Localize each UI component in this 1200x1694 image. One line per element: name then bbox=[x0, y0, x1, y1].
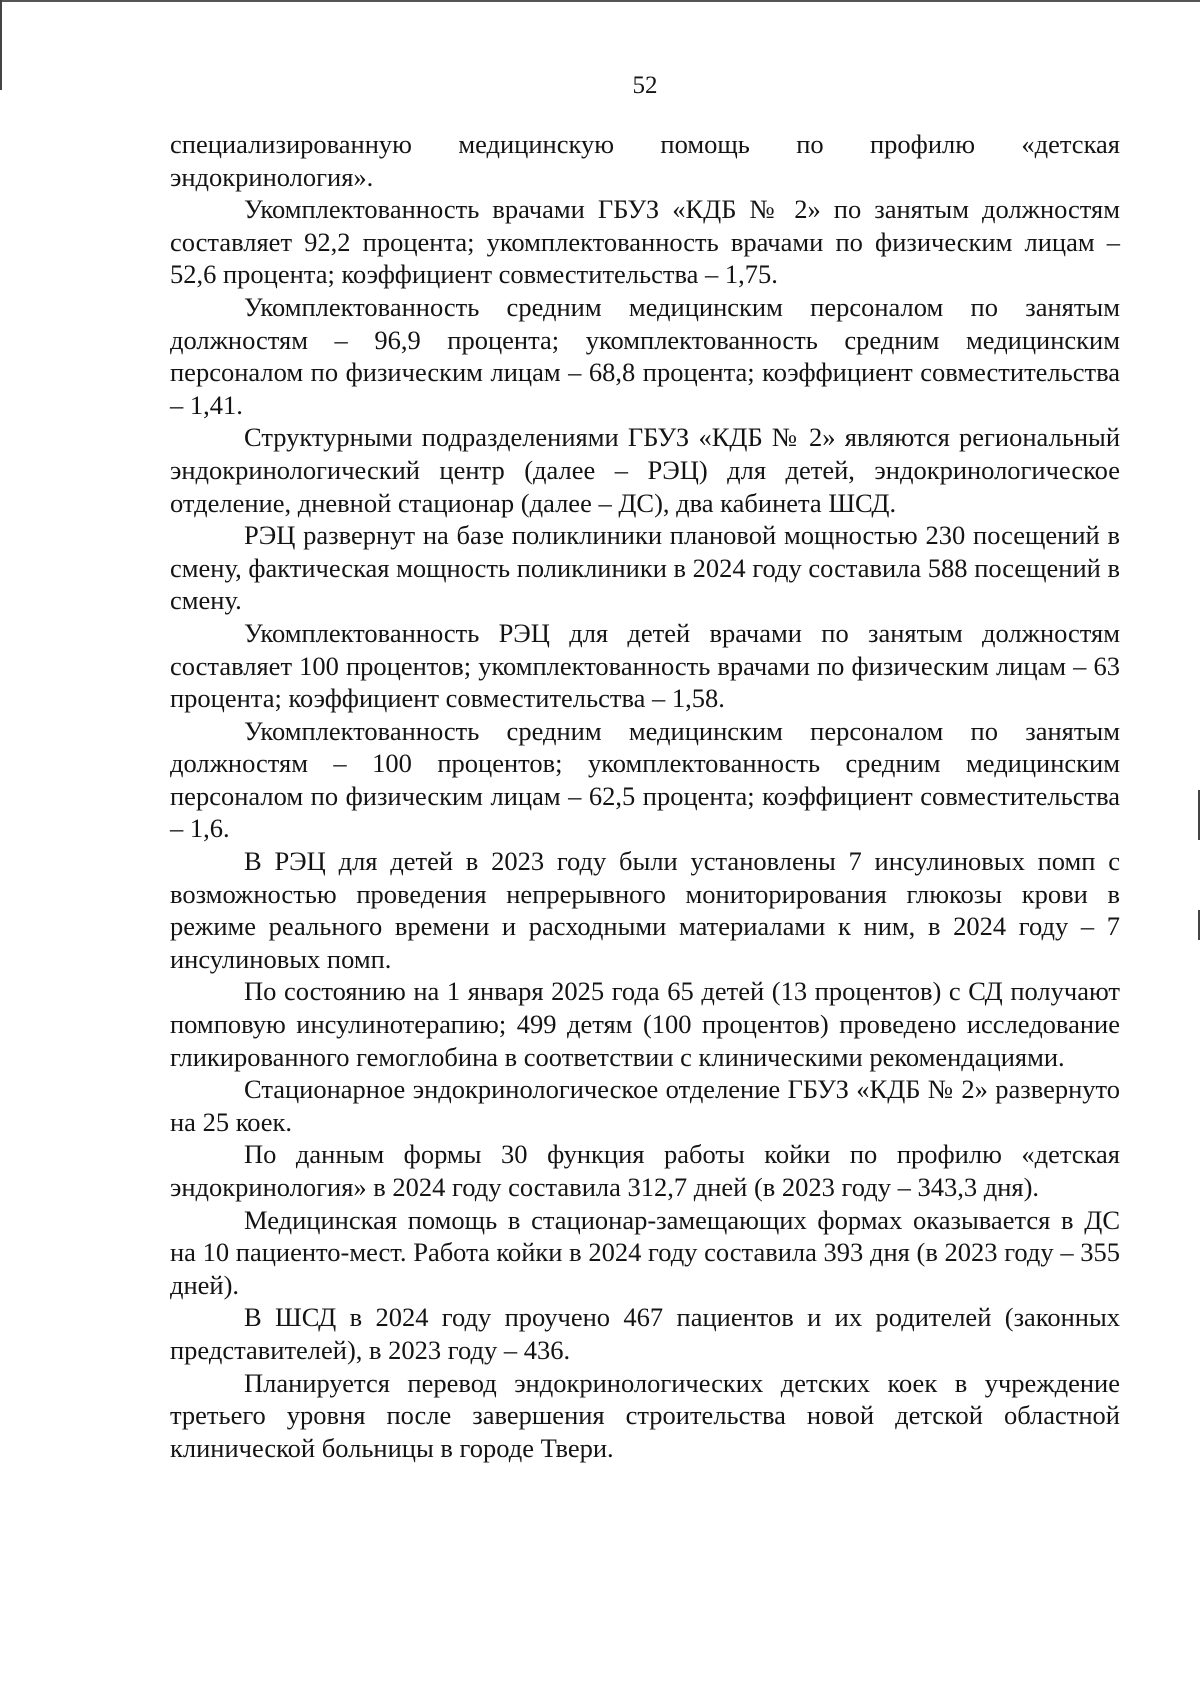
paragraph-14: Планируется перевод эндокринологических детских коек в учреждение третьего уровня после завершения строительства новой детской областной клинической больницы в городе Твери. bbox=[170, 1367, 1120, 1463]
scan-edge-top bbox=[0, 0, 1200, 2]
paragraph-10: Стационарное эндокринологическое отделение ГБУЗ «КДБ № 2» развернуто на 25 коек. bbox=[170, 1074, 1120, 1137]
paragraph-9: По состоянию на 1 января 2025 года 65 детей (13 процентов) с СД получают помповую инсулинотерапию; 499 детям (100 процентов) проведено исследование гликированного гемоглобина в соответствии с клиническими рекомендациями. bbox=[170, 976, 1120, 1072]
paragraph-7: Укомплектованность средним медицинским персоналом по занятым должностям – 100 процентов; укомплектованность средним медицинским персоналом по физическим лицам – 62,5 процента; коэффициент совместительства – 1,6. bbox=[170, 715, 1120, 844]
paragraph-2: Укомплектованность врачами ГБУЗ «КДБ № 2» по занятым должностям составляет 92,2 процента; укомплектованность врачами по физическим лицам – 52,6 процента; коэффициент совместительства – 1,75. bbox=[170, 194, 1120, 290]
paragraph-13: В ШСД в 2024 году проучено 467 пациентов и их родителей (законных представителей), в 2023 году – 436. bbox=[170, 1302, 1120, 1365]
paragraph-5: РЭЦ развернут на базе поликлиники плановой мощностью 230 посещений в смену, фактическая мощность поликлиники в 2024 году составила 588 посещений в смену. bbox=[170, 520, 1120, 616]
paragraph-6: Укомплектованность РЭЦ для детей врачами по занятым должностям составляет 100 процентов; укомплектованность врачами по физическим лицам – 63 процента; коэффициент совместительства – 1,58. bbox=[170, 617, 1120, 714]
paragraph-11: По данным формы 30 функция работы койки по профилю «детская эндокринология» в 2024 году составила 312,7 дней (в 2023 году – 343,3 дня). bbox=[170, 1139, 1120, 1202]
paragraph-4: Структурными подразделениями ГБУЗ «КДБ № 2» являются региональный эндокринологический центр (далее – РЭЦ) для детей, эндокринологическое отделение, дневной стационар (далее – ДС), два кабинета ШСД. bbox=[170, 422, 1120, 518]
paragraph-1: специализированную медицинскую помощь по профилю «детская эндокринология». bbox=[170, 129, 1120, 192]
document-body bbox=[170, 128, 1120, 1464]
page-number: 52 bbox=[632, 72, 658, 99]
paragraph-3: Укомплектованность средним медицинским персоналом по занятым должностям – 96,9 процента; укомплектованность средним медицинским персоналом по физическим лицам – 68,8 процента; коэффициент совместительства – 1,41. bbox=[170, 291, 1120, 420]
paragraph-12: Медицинская помощь в стационар-замещающих формах оказывается в ДС на 10 пациенто-мест. Работа койки в 2024 году составила 393 дня (в 2023 году – 355 дней). bbox=[170, 1204, 1120, 1300]
paragraph-8: В РЭЦ для детей в 2023 году были установлены 7 инсулиновых помп с возможностью проведения непрерывного мониторирования глюкозы крови в режиме реального времени и расходными материалами к ним, в 2024 году – 7 инсулиновых помп. bbox=[170, 846, 1120, 974]
